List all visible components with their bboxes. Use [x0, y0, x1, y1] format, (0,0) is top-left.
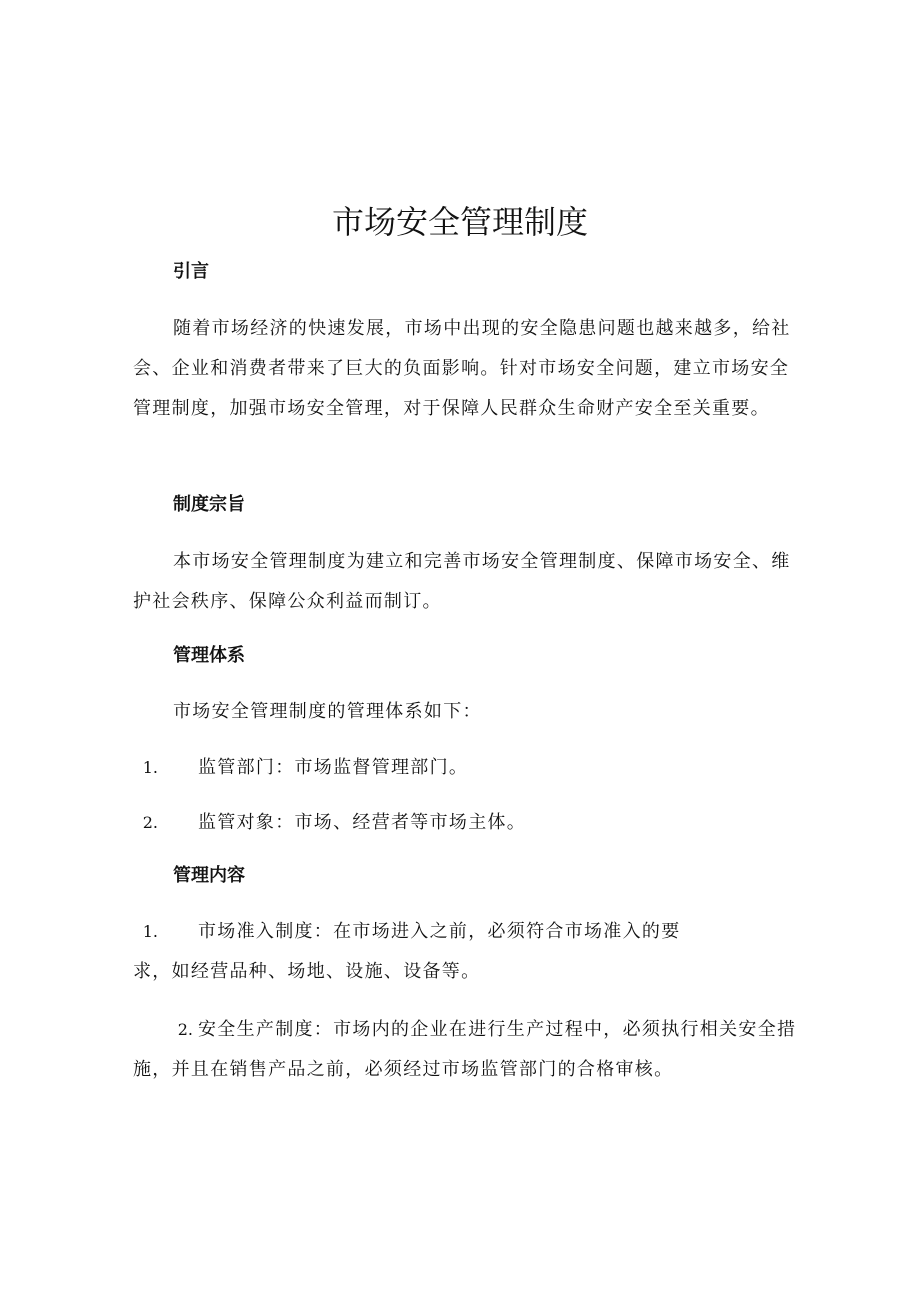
list-text-continued: 求，如经营品种、场地、设施、设备等。	[133, 961, 481, 982]
heading-intro: 引言	[173, 261, 209, 282]
list-number: 2.	[177, 1020, 193, 1039]
list-number: 2.	[142, 813, 158, 832]
paragraph-system-intro: 市场安全管理制度的管理体系如下：	[173, 701, 482, 722]
list-item	[133, 1010, 798, 1090]
list-item	[133, 748, 798, 788]
list-text: 监管对象：市场、经营者等市场主体。	[198, 812, 527, 833]
document-title: 市场安全管理制度	[331, 203, 588, 241]
list-text: 监管部门：市场监督管理部门。	[198, 757, 469, 778]
list-text: 市场准入制度：在市场进入之前，必须符合市场准入的要	[198, 921, 681, 942]
list-number: 1.	[142, 922, 158, 941]
heading-content: 管理内容	[173, 865, 245, 886]
heading-system: 管理体系	[173, 645, 245, 666]
paragraph-purpose: 本市场安全管理制度为建立和完善市场安全管理制度、保障市场安全、维护社会秩序、保障公众利益而制订。	[133, 551, 791, 612]
paragraph-intro: 随着市场经济的快速发展，市场中出现的安全隐患问题也越来越多，给社会、企业和消费者带来了巨大的负面影响。针对市场安全问题，建立市场安全管理制度，加强市场安全管理，对于保障人民群众生命财产安全至关重要。	[133, 318, 791, 419]
heading-purpose: 制度宗旨	[173, 494, 245, 515]
list-text: 安全生产制度：市场内的企业在进行生产过程中，必须执行相关安全措施，并且在销售产品之前，必须经过市场监管部门的合格审核。	[133, 1019, 797, 1080]
list-item	[133, 912, 798, 992]
list-number: 1.	[142, 758, 158, 777]
list-item	[133, 803, 798, 843]
